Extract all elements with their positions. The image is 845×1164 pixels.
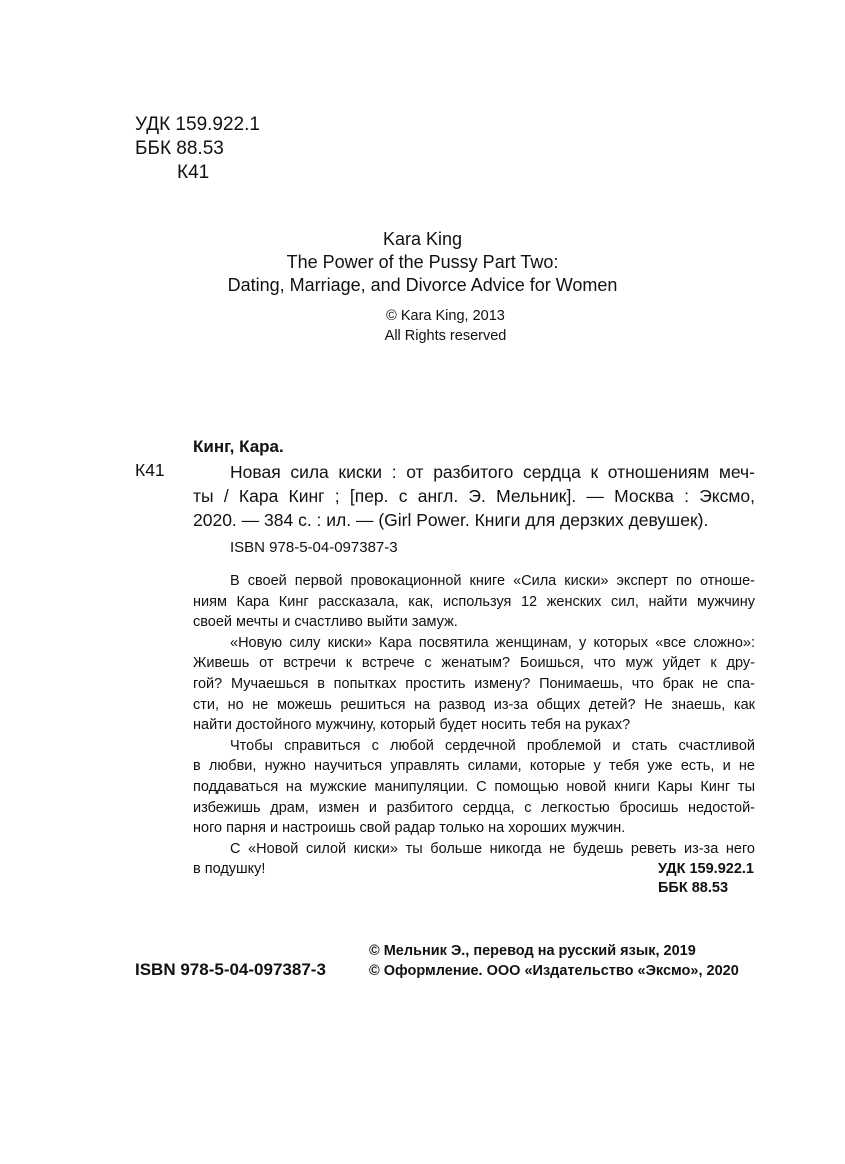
record-author-mark: К41 — [135, 460, 165, 480]
top-classification — [135, 113, 260, 185]
bottom-isbn: ISBN 978-5-04-097387-3 — [135, 960, 326, 979]
original-title-line-2: Dating, Marriage, and Divorce Advice for Women — [227, 275, 618, 295]
annotation-line: гой? Мучаешься в попытках простить измену? Понимаешь, что брак не спа- — [193, 675, 755, 692]
annotation-line: ниям Кара Кинг рассказала, как, используя 12 женских сил, найти мужчину — [193, 593, 755, 610]
bbk-code: ББК 88.53 — [135, 138, 224, 159]
annotation-line: Живешь от встречи к встрече с женатым? Боишься, что муж уйдет к дру- — [193, 655, 755, 672]
annotation-line: В своей первой провокационной книге «Сила киски» эксперт по отноше- — [230, 573, 755, 589]
original-edition — [0, 228, 845, 297]
description-line: ты / Кара Кинг ; [пер. с англ. Э. Мельник]. — Москва : Эксмо, — [193, 486, 755, 506]
annotation-line: поддаваться на мужские манипуляции. С помощью новой книги Кары Кинг ты — [193, 778, 755, 795]
annotation-line: С «Новой силой киски» ты больше никогда не будешь реветь из-за него — [230, 840, 755, 857]
annotation-line: найти достойного мужчину, который будет носить тебя на руках? — [193, 717, 631, 734]
copyright-block — [369, 941, 739, 981]
original-copyright — [0, 306, 845, 346]
annotation-line: своей мечты и счастливо выйти замуж. — [193, 614, 458, 631]
annotation-line: в подушку! — [193, 861, 266, 878]
bibliographic-description — [193, 460, 755, 532]
description-line: Новая сила киски : от разбитого сердца к отношениям меч- — [230, 462, 755, 482]
udk-code: УДК 159.922.1 — [135, 114, 260, 135]
original-author: Kara King — [382, 229, 463, 249]
annotation-line: ного парня и настроишь свой радар только на хороших мужчин. — [193, 820, 626, 837]
annotation-line: в любви, нужно научиться управлять силами, которые у тебя уже есть, и не — [193, 758, 755, 775]
bottom-classification — [658, 860, 754, 898]
description-line: 2020. — 384 с. : ил. — (Girl Power. Книги для дерзких девушек). — [193, 510, 709, 530]
annotation — [193, 571, 755, 880]
original-copyright-line: © Kara King, 2013 — [386, 308, 505, 324]
bottom-bbk-code: ББК 88.53 — [658, 880, 729, 896]
author-mark: К41 — [177, 162, 210, 183]
annotation-line: Чтобы справиться с любой сердечной проблемой и стать счастливой — [230, 737, 755, 754]
annotation-line: «Новую силу киски» Кара посвятила женщинам, у которых «все сложно»: — [230, 634, 755, 651]
original-title-line-1: The Power of the Pussy Part Two: — [286, 252, 559, 272]
author-heading: Кинг, Кара. — [193, 437, 284, 456]
translation-copyright: © Мельник Э., перевод на русский язык, 2019 — [369, 943, 696, 959]
bottom-udk-code: УДК 159.922.1 — [658, 861, 754, 877]
record-isbn: ISBN 978-5-04-097387-3 — [230, 539, 398, 556]
annotation-line: избежишь драм, измен и разбитого сердца, с легкостью бросишь недостой- — [193, 799, 755, 816]
rights-reserved: All Rights reserved — [384, 328, 507, 344]
annotation-line: сти, но не можешь решиться на развод из-за общих детей? Не знаешь, как — [193, 696, 755, 713]
design-copyright: © Оформление. ООО «Издательство «Эксмо», 2020 — [369, 963, 739, 979]
